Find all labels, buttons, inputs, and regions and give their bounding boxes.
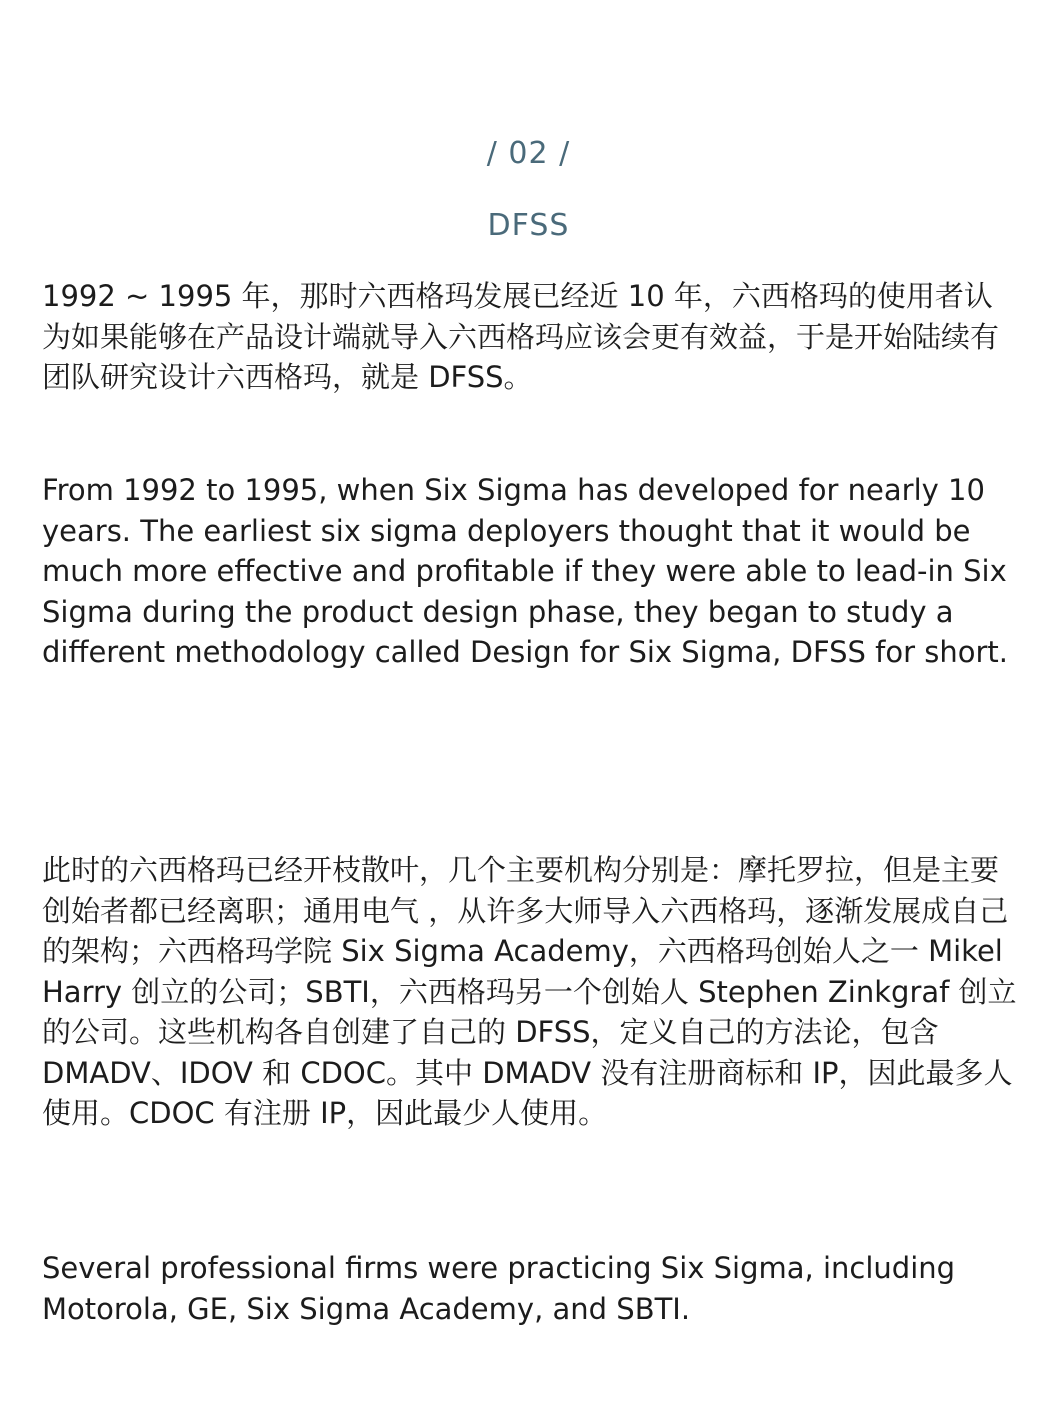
section-title: DFSS: [487, 208, 570, 243]
zh-firms-paragraph: 此时的六西格玛已经开枝散叶，几个主要机构分别是：摩托罗拉，但是主要创始者都已经离职；通用电气 ，从许多大师导入六西格玛，逐渐发展成自己的架构；六西格玛学院 Six Sigma Academy，六西格玛创始人之一 Mikel Harry 创立的公司；SBTI，六西格玛另一个创始人 Stephen Zinkgraf 创立的公司。这些机构各自创建了自己的 DFSS，定义自己的方法论，包含 DMADV、IDOV 和 CDOC。其中 DMADV 没有注册商标和 IP，因此最多人使用。CDOC 有注册 IP，因此最少人使用。: [42, 853, 1017, 1130]
zh-intro-paragraph: 1992 ~ 1995 年，那时六西格玛发展已经近 10 年，六西格玛的使用者认为如果能够在产品设计端就导入六西格玛应该会更有效益，于是开始陆续有团队研究设计六西格玛，就是 DFSS。: [42, 279, 1000, 394]
en-intro-paragraph: From 1992 to 1995, when Six Sigma has developed for nearly 10 years. The earliest six sigma deployers thought that it would be much more effective and profitable if they were able to lead-in Six Sigma during the product design phase, they began to study a different methodology called Design for Six Sigma, DFSS for short.: [42, 473, 1008, 669]
en-firms-paragraph: Several professional firms were practicing Six Sigma, including Motorola, GE, Six Sigma Academy, and SBTI.: [42, 1251, 956, 1326]
section-number: / 02 /: [486, 136, 571, 171]
